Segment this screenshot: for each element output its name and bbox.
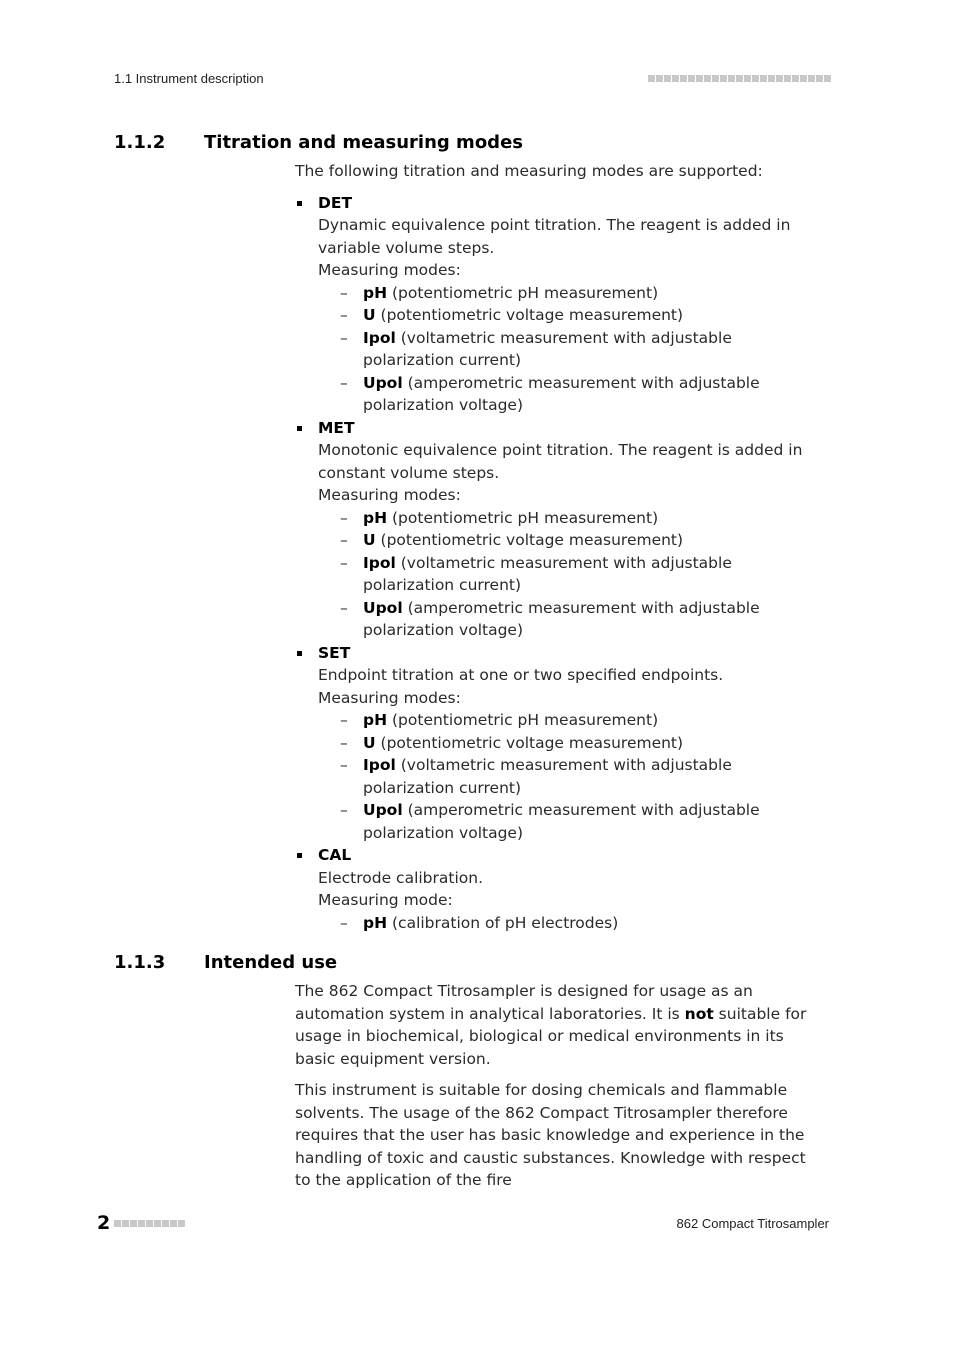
mode-description: Endpoint titration at one or two specified endpoints. <box>318 666 724 684</box>
measuring-mode-item <box>318 754 825 799</box>
measuring-mode-desc: (potentiometric pH measurement) <box>387 508 659 527</box>
decor-square <box>122 1220 129 1227</box>
dash-icon: – <box>340 733 348 752</box>
mode-name: SET <box>318 643 351 662</box>
text: The 862 Compact Titrosampler is designed for usage as an automation system in analytical laboratories. It is <box>295 982 753 1023</box>
decor-square <box>680 75 687 82</box>
text: suitable for usage in biochemical, biological or medical environments in its basic equipment version. <box>295 1004 807 1068</box>
section-heading-1-1-2 <box>114 132 523 153</box>
decor-square <box>808 75 815 82</box>
decor-square <box>768 75 775 82</box>
decor-square <box>170 1220 177 1227</box>
measuring-mode-item <box>318 912 825 935</box>
modes-list <box>295 192 825 935</box>
bullet-icon <box>297 201 302 206</box>
decor-square <box>800 75 807 82</box>
dash-icon: – <box>340 306 348 324</box>
decor-square <box>720 75 727 82</box>
dash-icon: – <box>340 598 348 617</box>
emphasis: not <box>684 1004 714 1023</box>
dash-icon: – <box>340 553 348 572</box>
intro-text: The following titration and measuring modes are supported: <box>295 162 763 180</box>
measuring-modes-list <box>318 709 825 844</box>
decor-square <box>712 75 719 82</box>
measuring-mode-desc: (potentiometric pH measurement) <box>387 283 659 302</box>
decor-square <box>784 75 791 82</box>
decor-square <box>776 75 783 82</box>
measuring-mode-name: U <box>363 306 376 324</box>
measuring-modes-list <box>318 912 825 935</box>
measuring-mode-name: pH <box>363 913 388 932</box>
measuring-mode-desc: (amperometric measurement with adjustable polarization voltage) <box>363 598 760 639</box>
decor-square <box>130 1220 137 1227</box>
dash-icon: – <box>340 913 348 932</box>
measuring-mode-item <box>318 327 825 372</box>
decor-square <box>792 75 799 82</box>
decor-square <box>162 1220 169 1227</box>
running-header: 1.1 Instrument description <box>114 71 264 86</box>
paragraph: This instrument is suitable for dosing chemicals and flammable solvents. The usage of the 862 Compact Titrosampler therefore requires that the user has basic knowledge and experience in the handling of toxic and caustic substances. Knowledge with respect to the application of the fire <box>295 1081 806 1189</box>
measuring-mode-name: Ipol <box>363 553 396 572</box>
measuring-mode-item <box>318 304 825 327</box>
measuring-mode-item <box>318 529 825 552</box>
decor-square <box>656 75 663 82</box>
measuring-modes-label: Measuring mode: <box>318 891 453 909</box>
section-1-1-3-body <box>295 980 825 1201</box>
decor-square <box>138 1220 145 1227</box>
decor-square <box>672 75 679 82</box>
header-decoration <box>648 75 831 82</box>
mode-item <box>295 642 825 845</box>
measuring-mode-desc: (potentiometric pH measurement) <box>387 711 659 729</box>
measuring-mode-desc: (voltametric measurement with adjustable polarization current) <box>363 756 732 797</box>
section-title: Intended use <box>204 952 338 973</box>
mode-description: Dynamic equivalence point titration. The reagent is added in variable volume steps. <box>318 216 791 257</box>
bullet-icon <box>297 853 302 858</box>
measuring-mode-desc: (voltametric measurement with adjustable polarization current) <box>363 328 732 369</box>
dash-icon: – <box>340 328 348 347</box>
decor-square <box>146 1220 153 1227</box>
mode-name: DET <box>318 193 353 212</box>
mode-item <box>295 844 825 934</box>
dash-icon: – <box>340 373 348 392</box>
decor-square <box>752 75 759 82</box>
dash-icon: – <box>340 711 348 729</box>
measuring-mode-item <box>318 552 825 597</box>
decor-square <box>816 75 823 82</box>
section-number: 1.1.2 <box>114 132 166 153</box>
measuring-mode-name: pH <box>363 508 388 527</box>
footer-product-name: 862 Compact Titrosampler <box>676 1216 829 1231</box>
mode-description: Electrode calibration. <box>318 868 484 887</box>
mode-item <box>295 192 825 417</box>
measuring-mode-name: Ipol <box>363 328 396 347</box>
measuring-modes-list <box>318 282 825 417</box>
decor-square <box>744 75 751 82</box>
measuring-modes-label: Measuring modes: <box>318 486 461 504</box>
bullet-icon <box>297 426 302 431</box>
measuring-mode-name: U <box>363 733 376 752</box>
measuring-modes-label: Measuring modes: <box>318 261 461 279</box>
measuring-mode-desc: (potentiometric voltage measurement) <box>375 531 684 549</box>
measuring-mode-item <box>318 732 825 755</box>
mode-name: MET <box>318 418 355 437</box>
measuring-mode-name: Ipol <box>363 756 396 774</box>
measuring-mode-desc: (potentiometric voltage measurement) <box>375 306 684 324</box>
decor-square <box>728 75 735 82</box>
section-heading-1-1-3 <box>114 952 337 973</box>
measuring-mode-desc: (amperometric measurement with adjustable polarization voltage) <box>363 801 760 842</box>
measuring-mode-item <box>318 597 825 642</box>
decor-square <box>114 1220 121 1227</box>
measuring-mode-item <box>318 709 825 732</box>
decor-square <box>664 75 671 82</box>
decor-square <box>154 1220 161 1227</box>
decor-square <box>760 75 767 82</box>
measuring-modes-label: Measuring modes: <box>318 688 461 707</box>
measuring-mode-name: Upol <box>363 598 403 617</box>
decor-square <box>704 75 711 82</box>
measuring-mode-item <box>318 372 825 417</box>
footer-decoration <box>114 1220 185 1227</box>
dash-icon: – <box>340 283 348 302</box>
dash-icon: – <box>340 801 348 819</box>
measuring-mode-desc: (calibration of pH electrodes) <box>387 913 619 932</box>
dash-icon: – <box>340 531 348 549</box>
mode-name: CAL <box>318 846 352 864</box>
measuring-mode-item <box>318 507 825 530</box>
paragraph <box>295 980 825 1070</box>
measuring-mode-desc: (potentiometric voltage measurement) <box>375 733 684 752</box>
decor-square <box>696 75 703 82</box>
section-number: 1.1.3 <box>114 952 166 973</box>
measuring-mode-item <box>318 282 825 305</box>
measuring-mode-name: U <box>363 531 376 549</box>
mode-item <box>295 417 825 642</box>
measuring-mode-name: pH <box>363 711 388 729</box>
bullet-icon <box>297 651 302 656</box>
measuring-modes-list <box>318 507 825 642</box>
decor-square <box>178 1220 185 1227</box>
measuring-mode-name: pH <box>363 283 388 302</box>
measuring-mode-name: Upol <box>363 373 403 392</box>
decor-square <box>688 75 695 82</box>
measuring-mode-name: Upol <box>363 801 403 819</box>
decor-square <box>824 75 831 82</box>
measuring-mode-item <box>318 799 825 844</box>
measuring-mode-desc: (amperometric measurement with adjustable polarization voltage) <box>363 373 760 414</box>
mode-description: Monotonic equivalence point titration. The reagent is added in constant volume steps. <box>318 441 803 482</box>
dash-icon: – <box>340 508 348 527</box>
dash-icon: – <box>340 756 348 774</box>
section-1-1-2-body <box>295 160 825 934</box>
section-title: Titration and measuring modes <box>204 132 523 153</box>
decor-square <box>648 75 655 82</box>
decor-square <box>736 75 743 82</box>
measuring-mode-desc: (voltametric measurement with adjustable polarization current) <box>363 553 732 594</box>
page-number: 2 <box>97 1212 111 1234</box>
